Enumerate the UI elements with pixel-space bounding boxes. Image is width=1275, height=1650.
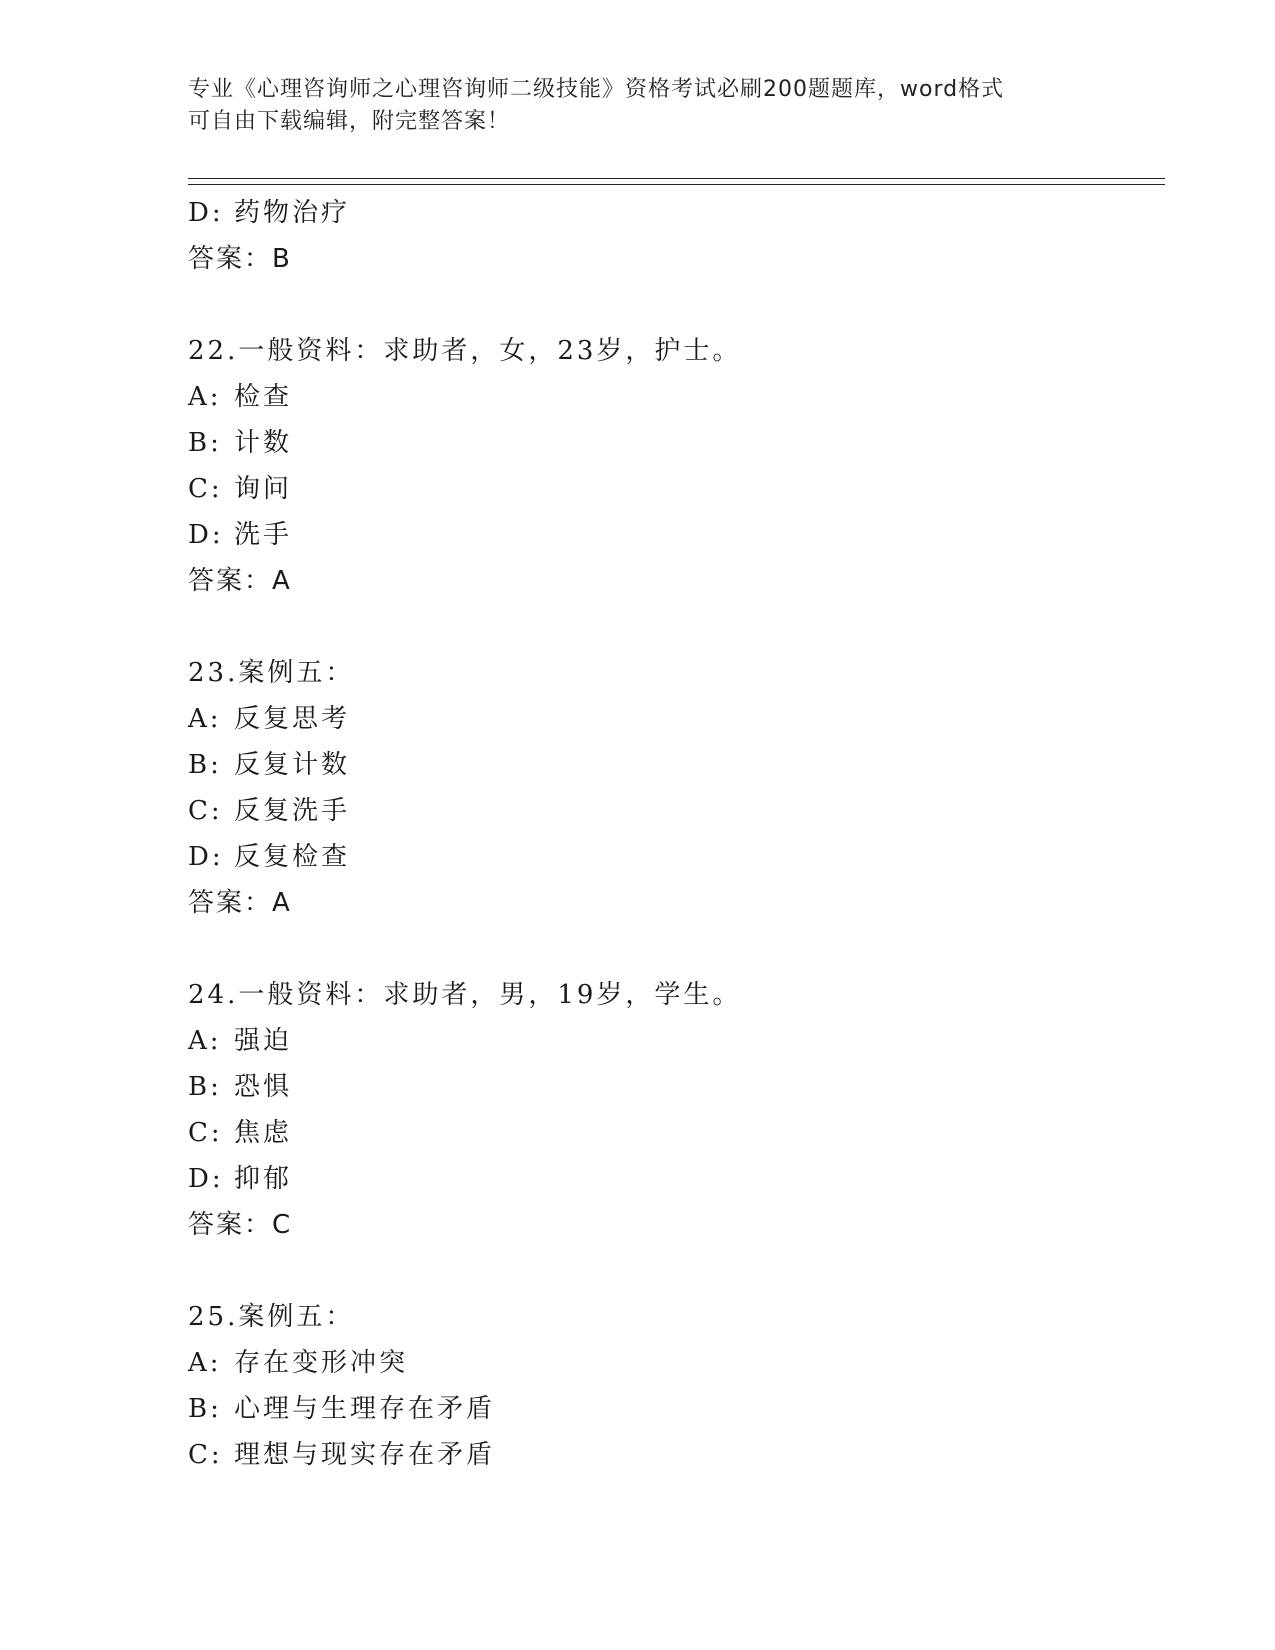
option-letter: C: [188, 474, 223, 504]
option-letter: D: [188, 520, 224, 550]
option-c [188, 466, 1165, 512]
option-b [188, 420, 1165, 466]
question-stem-24: 24.一般资料：求助者，男，19岁，学生。 [188, 980, 742, 1010]
option-text: 心理与生理存在矛盾 [234, 1394, 496, 1424]
spacer [188, 1248, 1165, 1294]
header-line-2: 可自由下载编辑，附完整答案！ [188, 109, 511, 134]
answer-line: 答案：C [188, 1210, 293, 1240]
option-text: 计数 [234, 428, 293, 458]
option-letter: D: [188, 1164, 224, 1194]
spacer [188, 282, 1165, 328]
spacer [188, 926, 1165, 972]
option-text: 药物治疗 [234, 198, 351, 228]
option-text: 反复计数 [234, 750, 351, 780]
spacer [188, 604, 1165, 650]
option-c [188, 788, 1165, 834]
option-c [188, 1110, 1165, 1156]
option-a [188, 374, 1165, 420]
option-text: 焦虑 [234, 1118, 293, 1148]
answer-line: 答案：A [188, 888, 292, 918]
option-d [188, 190, 1165, 236]
option-letter: A: [188, 1348, 222, 1378]
option-letter: B: [188, 1072, 222, 1102]
option-text: 恐惧 [234, 1072, 293, 1102]
answer-line: 答案：B [188, 244, 292, 274]
option-letter: D: [188, 842, 224, 872]
option-text: 反复思考 [234, 704, 351, 734]
question-stem-22: 22.一般资料：求助者，女，23岁，护士。 [188, 336, 742, 366]
header-rule-top [188, 178, 1165, 179]
option-letter: B: [188, 750, 222, 780]
question-content [188, 190, 1165, 1478]
option-letter: C: [188, 796, 223, 826]
option-b [188, 1064, 1165, 1110]
option-letter: B: [188, 428, 222, 458]
option-text: 理想与现实存在矛盾 [234, 1440, 496, 1470]
option-d [188, 1156, 1165, 1202]
option-d [188, 834, 1165, 880]
option-text: 检查 [234, 382, 293, 412]
option-a [188, 696, 1165, 742]
option-text: 强迫 [234, 1026, 293, 1056]
option-text: 抑郁 [234, 1164, 293, 1194]
option-letter: C: [188, 1118, 223, 1148]
option-text: 洗手 [234, 520, 293, 550]
option-letter: A: [188, 382, 222, 412]
option-letter: A: [188, 704, 222, 734]
option-text: 反复洗手 [234, 796, 351, 826]
option-a [188, 1340, 1165, 1386]
option-text: 存在变形冲突 [234, 1348, 409, 1378]
option-letter: C: [188, 1440, 223, 1470]
option-b [188, 742, 1165, 788]
answer-line: 答案：A [188, 566, 292, 596]
option-b [188, 1386, 1165, 1432]
option-text: 反复检查 [234, 842, 351, 872]
option-letter: A: [188, 1026, 222, 1056]
option-c [188, 1432, 1165, 1478]
question-stem-25: 25.案例五： [188, 1302, 355, 1332]
option-d [188, 512, 1165, 558]
question-stem-23: 23.案例五： [188, 658, 355, 688]
document-header [188, 74, 1088, 138]
option-letter: B: [188, 1394, 222, 1424]
option-text: 询问 [234, 474, 293, 504]
header-line-1: 专业《心理咨询师之心理咨询师二级技能》资格考试必刷200题题库，word格式 [188, 77, 1005, 102]
option-a [188, 1018, 1165, 1064]
option-letter: D: [188, 198, 224, 228]
header-rule-bottom [188, 184, 1165, 185]
